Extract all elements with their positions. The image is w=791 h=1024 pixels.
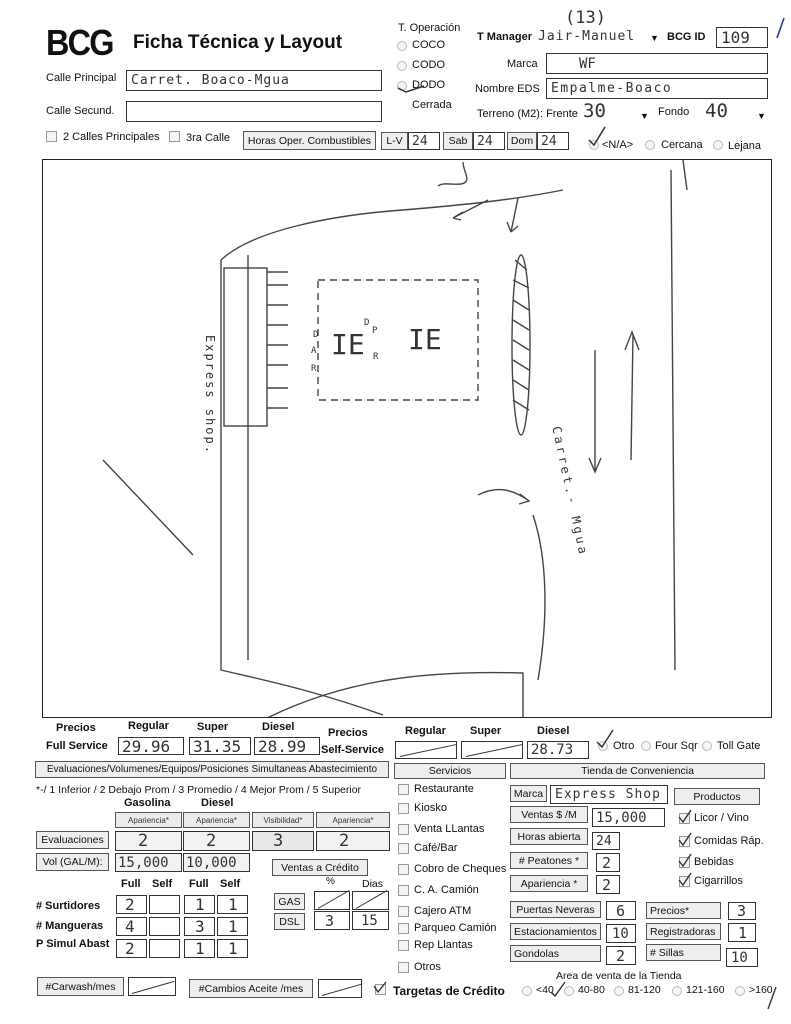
area-radio[interactable]	[735, 986, 745, 996]
producto-checkmark	[677, 809, 693, 825]
fondo-dropdown-icon[interactable]: ▼	[757, 111, 766, 121]
self-option-otro: Otro	[613, 740, 635, 752]
nombre-eds-field[interactable]: Empalme-Boaco	[546, 78, 768, 99]
dsl-credito-dias[interactable]: 15	[352, 911, 389, 930]
nombre-eds-label: Nombre EDS	[475, 83, 540, 95]
self-option-toll-gate: Toll Gate	[717, 740, 761, 752]
frente-dropdown-icon[interactable]: ▼	[640, 111, 649, 121]
self-header-1: Self	[152, 878, 173, 890]
calle-secund-field[interactable]	[126, 101, 382, 122]
t-manager-dropdown-icon[interactable]: ▼	[650, 33, 659, 43]
sillas-label: # Sillas	[646, 944, 721, 961]
precios-self-label-2: Self-Service	[321, 744, 384, 756]
full-super-header: Super	[197, 721, 229, 733]
ventas-credito-label: Ventas a Crédito	[272, 859, 368, 876]
producto-label: Bebidas	[694, 856, 734, 868]
tienda-peatones-field[interactable]: 2	[596, 853, 620, 872]
tienda-marca-field[interactable]: Express Shop	[550, 785, 668, 804]
marca-label: Marca	[507, 58, 538, 70]
servicio-checkbox[interactable]	[398, 906, 409, 917]
fondo-label: Fondo	[658, 106, 690, 118]
vol-dsl-field[interactable]: 10,000	[183, 853, 250, 872]
gas-credito-dias[interactable]	[352, 891, 389, 910]
servicio-label: Venta LLantas	[414, 823, 485, 835]
area-40-80-checkmark	[549, 980, 567, 998]
producto-checkmark	[677, 872, 693, 888]
simul-self-dsl[interactable]: 1	[217, 939, 248, 958]
simul-label: P Simul Abast	[36, 938, 110, 950]
bcg-id-label: BCG ID	[667, 31, 706, 43]
sketch-shop-label: Express shop.	[203, 335, 217, 455]
servicio-label: Parqueo Camión	[414, 922, 497, 934]
servicio-checkbox[interactable]	[398, 962, 409, 973]
self-header-2: Self	[220, 878, 241, 890]
carwash-label: #Carwash/mes	[37, 977, 124, 996]
eval-value-4[interactable]: 2	[316, 831, 390, 851]
productos-button[interactable]: Productos	[674, 788, 760, 805]
vol-label: Vol (GAL/M):	[36, 853, 109, 871]
sketch-letter-r2: R	[311, 364, 317, 374]
registradoras-field[interactable]: 1	[728, 923, 756, 942]
area-option-label: 40-80	[578, 984, 605, 996]
sketch-letter-p: P	[372, 326, 378, 336]
full-diesel-field[interactable]: 28.99	[254, 737, 320, 755]
evaluaciones-scale: *-/ 1 Inferior / 2 Debajo Prom / 3 Promedio / 4 Mejor Prom / 5 Superior	[36, 784, 362, 796]
sketch-island-text-2: IE	[408, 323, 442, 356]
sketch-letter-a: A	[311, 346, 317, 356]
servicio-label: Café/Bar	[414, 842, 458, 854]
servicios-header: Servicios	[394, 763, 506, 779]
servicio-label: Restaurante	[414, 783, 474, 795]
bcg-id-field[interactable]: 109	[716, 27, 768, 48]
radio-cercana[interactable]	[645, 140, 655, 150]
area-venta-label: Area de venta de la Tienda	[556, 970, 682, 982]
eval-value-1[interactable]: 2	[115, 831, 182, 851]
servicio-checkbox[interactable]	[398, 923, 409, 934]
area-option-label: 121-160	[686, 984, 725, 996]
puertas-field[interactable]: 6	[606, 901, 636, 920]
ubicacion-option-lejana: Lejana	[728, 140, 762, 152]
servicio-checkbox[interactable]	[398, 784, 409, 795]
calle-principal-label: Calle Principal	[46, 72, 117, 84]
producto-checkmark	[677, 853, 693, 869]
dos-calles-checkbox[interactable]	[46, 131, 57, 142]
servicio-checkbox[interactable]	[398, 824, 409, 835]
lv-label: L-V	[381, 132, 408, 150]
diesel-header: Diesel	[201, 797, 234, 809]
servicio-label: Rep Llantas	[414, 939, 473, 951]
servicio-label: Kiosko	[414, 802, 448, 814]
evaluaciones-section-header: Evaluaciones/Volumenes/Equipos/Posiciones Simultaneas Abastecimiento	[35, 761, 389, 778]
sab-label: Sab	[443, 132, 473, 150]
precios-tienda-label: Precios*	[646, 902, 721, 919]
eval-col-visibilidad: Visibilidad*	[252, 812, 314, 828]
self-super-header: Super	[470, 725, 502, 737]
dom-field[interactable]: 24	[537, 132, 569, 150]
cambios-aceite-label: #Cambios Aceite /mes	[189, 979, 313, 998]
tienda-ventas-field[interactable]: 15,000	[592, 808, 665, 827]
tercera-calle-label: 3ra Calle	[186, 132, 231, 144]
sketch-island-text-1: IE	[331, 328, 365, 361]
pen-mark	[774, 16, 786, 40]
servicio-checkbox[interactable]	[398, 843, 409, 854]
area-radio[interactable]	[672, 986, 682, 996]
mangueras-self-gas[interactable]	[149, 917, 180, 936]
eval-col-apariencia-gas: Apariencia*	[115, 812, 182, 828]
gas-credito-pct[interactable]	[314, 891, 350, 910]
surtidores-self-dsl[interactable]: 1	[217, 895, 248, 914]
vol-gas-field[interactable]: 15,000	[115, 853, 182, 872]
servicio-checkbox[interactable]	[398, 864, 409, 875]
tercera-calle-checkbox[interactable]	[169, 131, 180, 142]
radio-toll-gate[interactable]	[702, 741, 712, 751]
full-regular-header: Regular	[128, 720, 169, 732]
servicio-label: Cajero ATM	[414, 905, 472, 917]
eval-col-apariencia-dsl: Apariencia*	[183, 812, 250, 828]
mangueras-full-gas[interactable]: 4	[116, 917, 147, 936]
tienda-header: Tienda de Conveniencia	[510, 763, 765, 779]
t-manager-label: T Manager	[477, 31, 533, 43]
dos-calles-label: 2 Calles Principales	[63, 131, 160, 143]
servicio-label: C. A. Camión	[414, 884, 479, 896]
layout-sketch	[43, 160, 772, 718]
precios-self-label-1: Precios	[328, 727, 368, 739]
otro-checkmark	[595, 728, 615, 750]
tienda-ventas-label: Ventas $ /M	[510, 806, 588, 823]
sillas-field[interactable]: 10	[726, 948, 758, 967]
horas-oper-button[interactable]: Horas Oper. Combustibles	[243, 131, 376, 150]
estacionamientos-field[interactable]: 10	[606, 924, 636, 943]
gondolas-label: Gondolas	[510, 945, 601, 962]
operacion-option-dodo: DODO	[412, 79, 445, 91]
registradoras-label: Registradoras	[646, 923, 721, 940]
na-checkmark	[586, 124, 608, 148]
servicio-checkbox[interactable]	[398, 940, 409, 951]
precios-full-label-2: Full Service	[46, 740, 108, 752]
area-radio[interactable]	[522, 986, 532, 996]
simul-full-dsl[interactable]: 1	[184, 939, 215, 958]
dodo-checkmark	[396, 80, 426, 94]
operacion-option-cerrada: Cerrada	[412, 99, 452, 111]
area-option-label: >160	[749, 984, 773, 996]
terreno-frente-value[interactable]: 30	[583, 100, 606, 122]
area-option-label: 81-120	[628, 984, 661, 996]
tienda-peatones-label: # Peatones *	[510, 852, 588, 869]
fondo-value[interactable]: 40	[705, 100, 728, 122]
eval-value-2[interactable]: 2	[183, 831, 250, 851]
sketch-letter-d2: D	[313, 330, 319, 340]
carwash-field[interactable]	[128, 977, 176, 996]
tienda-marca-label: Marca	[510, 785, 547, 802]
calle-principal-field[interactable]: Carret. Boaco-Mgua	[126, 70, 382, 91]
full-diesel-header: Diesel	[262, 721, 295, 733]
producto-label: Licor / Vino	[694, 812, 749, 824]
tienda-apariencia-label: Apariencia *	[510, 875, 588, 892]
mangueras-full-dsl[interactable]: 3	[184, 917, 215, 936]
marca-field[interactable]: WF	[546, 53, 768, 74]
radio-codo[interactable]	[397, 61, 407, 71]
lv-field[interactable]: 24	[408, 132, 440, 150]
page-title: Ficha Técnica y Layout	[133, 32, 343, 53]
eval-col-apariencia-4: Apariencia*	[316, 812, 390, 828]
surtidores-self-gas[interactable]	[149, 895, 180, 914]
self-super-field[interactable]	[461, 741, 523, 759]
self-diesel-field[interactable]: 28.73	[527, 741, 589, 759]
tarjetas-label: Targetas de Crédito	[393, 984, 505, 998]
self-regular-header: Regular	[405, 725, 446, 737]
t-manager-value[interactable]: Jair-Manuel	[538, 29, 636, 44]
sketch-letter-d1: D	[364, 318, 370, 328]
radio-four-sqr[interactable]	[641, 741, 651, 751]
radio-coco[interactable]	[397, 41, 407, 51]
self-regular-field[interactable]	[395, 741, 457, 759]
eval-value-3[interactable]: 3	[252, 831, 314, 851]
surtidores-label: # Surtidores	[36, 900, 101, 912]
gasolina-header: Gasolina	[124, 797, 171, 809]
gondolas-field[interactable]: 2	[606, 946, 636, 965]
pct-header: %	[326, 876, 335, 887]
puertas-label: Puertas Neveras	[510, 901, 601, 918]
surtidores-full-gas[interactable]: 2	[116, 895, 147, 914]
tienda-apariencia-field[interactable]: 2	[596, 875, 620, 894]
sab-field[interactable]: 24	[473, 132, 505, 150]
self-option-four-sqr: Four Sqr	[655, 740, 698, 752]
simul-self-gas[interactable]	[149, 939, 180, 958]
full-header-2: Full	[189, 878, 209, 890]
dsl-credito-label: DSL	[274, 913, 305, 930]
dom-label: Dom	[507, 132, 537, 150]
sketch-road-label: Carret.- Mgua	[549, 425, 591, 558]
estacionamientos-label: Estacionamientos	[510, 923, 601, 940]
calle-secund-label: Calle Secund.	[46, 105, 115, 117]
tienda-horas-field[interactable]: 24	[592, 832, 620, 850]
ubicacion-option-na: <N/A>	[602, 139, 634, 151]
precios-full-label-1: Precios	[56, 722, 96, 734]
t-operacion-label: T. Operación	[398, 22, 461, 34]
servicio-label: Cobro de Cheques	[414, 863, 507, 875]
producto-checkmark	[677, 832, 693, 848]
gas-credito-label: GAS	[274, 893, 305, 910]
operacion-option-codo: CODO	[412, 59, 445, 71]
tienda-horas-label: Horas abierta	[510, 828, 588, 845]
self-diesel-header: Diesel	[537, 725, 570, 737]
tarjetas-checkmark	[372, 980, 388, 994]
area-radio[interactable]	[614, 986, 624, 996]
bcg-logo: BCG	[46, 22, 113, 63]
evaluaciones-label: Evaluaciones	[36, 831, 109, 849]
producto-label: Comidas Ráp.	[694, 835, 764, 847]
radio-lejana[interactable]	[713, 140, 723, 150]
full-super-field[interactable]: 31.35	[189, 737, 251, 755]
ubicacion-option-cercana: Cercana	[661, 139, 703, 151]
t-manager-note: (13)	[565, 8, 606, 28]
sketch-letter-r1: R	[373, 352, 379, 362]
terreno-label: Terreno (M2): Frente	[477, 108, 578, 120]
cambios-aceite-field[interactable]	[318, 979, 362, 998]
area-option-label: <40	[536, 984, 554, 996]
dias-header: Dias	[362, 878, 384, 890]
area-160-pen-mark	[765, 985, 779, 1011]
servicio-checkbox[interactable]	[398, 885, 409, 896]
operacion-option-coco: COCO	[412, 39, 445, 51]
simul-full-gas[interactable]: 2	[116, 939, 147, 958]
full-header-1: Full	[121, 878, 141, 890]
mangueras-self-dsl[interactable]: 1	[217, 917, 248, 936]
full-regular-field[interactable]: 29.96	[118, 737, 184, 755]
surtidores-full-dsl[interactable]: 1	[184, 895, 215, 914]
producto-label: Cigarrillos	[694, 875, 743, 887]
servicio-label: Otros	[414, 961, 441, 973]
precios-tienda-field[interactable]: 3	[728, 902, 756, 920]
mangueras-label: # Mangueras	[36, 920, 104, 932]
layout-sketch-area[interactable]	[42, 159, 772, 718]
servicio-checkbox[interactable]	[398, 803, 409, 814]
dsl-credito-pct[interactable]: 3	[314, 911, 350, 930]
